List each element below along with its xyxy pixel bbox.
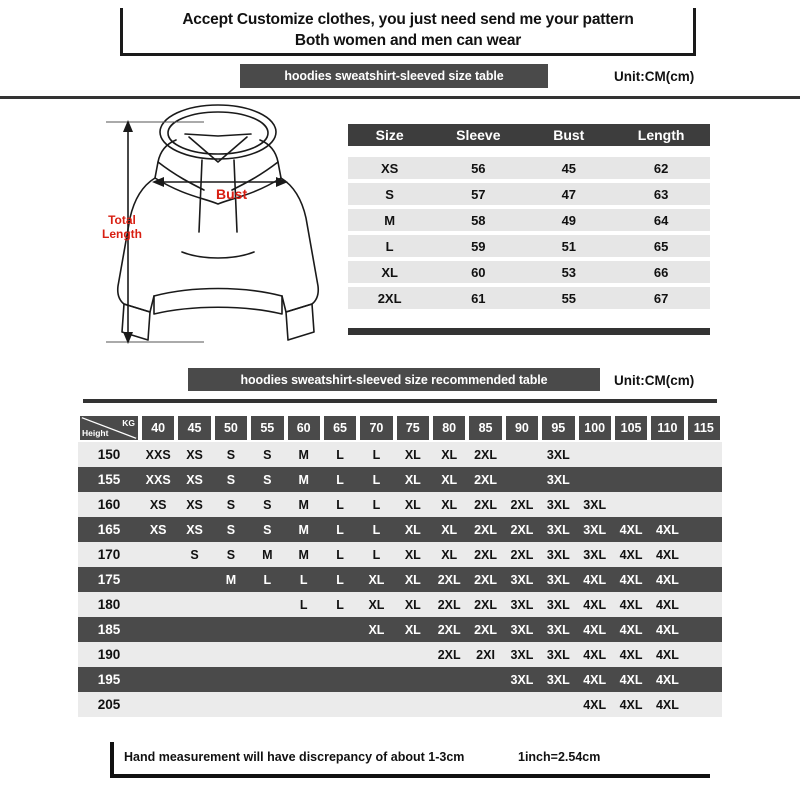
matrix-size-cell [504,692,540,717]
footer-note-box [110,742,710,778]
matrix-size-cell: 3XL [577,492,613,517]
size-table-value-cell: 67 [612,285,710,309]
matrix-size-cell: XS [176,467,212,492]
matrix-size-cell [577,467,613,492]
size-table-header-row [348,124,710,152]
matrix-size-cell [322,642,358,667]
matrix-size-cell [249,692,285,717]
matrix-size-cell: XXS [140,467,176,492]
matrix-size-cell: XL [358,617,394,642]
matrix-size-cell [577,442,613,467]
matrix-weight-header: 100 [577,414,613,442]
matrix-size-cell: L [286,592,322,617]
matrix-size-cell: 3XL [540,667,576,692]
matrix-size-cell [286,692,322,717]
matrix-size-cell: 2XL [467,492,503,517]
matrix-size-cell [140,667,176,692]
matrix-height-label: 170 [78,542,140,567]
matrix-size-cell: XL [395,517,431,542]
matrix-size-cell: 3XL [540,642,576,667]
matrix-row [78,617,722,642]
matrix-size-cell [467,692,503,717]
matrix-row [78,517,722,542]
matrix-size-cell: XL [358,567,394,592]
matrix-size-cell [613,442,649,467]
matrix-size-cell: XL [395,592,431,617]
matrix-size-cell: L [322,542,358,567]
matrix-size-cell: 3XL [504,617,540,642]
size-table-value-cell: 51 [525,233,612,259]
size-table-unit: Unit:CM(cm) [614,69,695,84]
matrix-size-cell: 4XL [613,517,649,542]
matrix-size-cell: M [286,492,322,517]
matrix-size-cell: 4XL [577,592,613,617]
matrix-size-cell: 4XL [613,542,649,567]
matrix-row [78,692,722,717]
matrix-size-cell [213,692,249,717]
matrix-size-cell: 3XL [540,492,576,517]
matrix-row [78,642,722,667]
size-table-size-cell: M [348,207,431,233]
matrix-weight-header: 70 [358,414,394,442]
size-table-value-cell: 60 [431,259,525,285]
recommended-table-unit: Unit:CM(cm) [614,373,695,388]
matrix-row [78,492,722,517]
matrix-size-cell: 4XL [613,617,649,642]
matrix-size-cell: L [358,442,394,467]
matrix-size-cell: XL [395,442,431,467]
matrix-row [78,542,722,567]
footer-measurement-note: Hand measurement will have discrepancy of about 1-3cm [124,750,465,764]
matrix-size-cell: 4XL [649,667,685,692]
matrix-weight-header: 105 [613,414,649,442]
matrix-size-cell: 2XL [467,617,503,642]
matrix-size-cell: M [249,542,285,567]
matrix-size-cell: 2XL [467,592,503,617]
matrix-size-cell: L [358,492,394,517]
table-row [348,152,710,182]
matrix-height-label: 150 [78,442,140,467]
matrix-size-cell [431,692,467,717]
matrix-size-cell [686,492,722,517]
matrix-size-cell: 4XL [613,567,649,592]
matrix-size-cell: S [213,492,249,517]
matrix-size-cell: 4XL [613,692,649,717]
matrix-weight-header: 45 [176,414,212,442]
matrix-size-cell: XS [176,442,212,467]
matrix-size-cell: 4XL [649,542,685,567]
matrix-size-cell: L [358,467,394,492]
matrix-size-cell: 4XL [649,642,685,667]
matrix-size-cell: L [358,517,394,542]
matrix-size-cell [395,692,431,717]
matrix-corner-height-label: Height [82,427,109,438]
matrix-weight-header: 50 [213,414,249,442]
matrix-row [78,442,722,467]
matrix-size-cell: M [286,517,322,542]
matrix-size-cell: 3XL [504,667,540,692]
matrix-height-label: 185 [78,617,140,642]
matrix-height-label: 160 [78,492,140,517]
matrix-height-label: 165 [78,517,140,542]
matrix-size-cell [613,467,649,492]
matrix-size-cell [504,442,540,467]
hoodie-diagram [92,100,342,365]
matrix-size-cell: XS [140,492,176,517]
matrix-size-cell: 2XL [467,442,503,467]
matrix-size-cell [176,667,212,692]
size-table-value-cell: 61 [431,285,525,309]
matrix-size-cell: 2XL [467,542,503,567]
matrix-size-cell: 4XL [613,592,649,617]
matrix-size-cell [686,517,722,542]
matrix-size-cell: S [213,467,249,492]
matrix-size-cell: 2XL [431,567,467,592]
matrix-size-cell: 3XL [540,517,576,542]
size-table-col-sleeve: Sleeve [431,124,525,152]
matrix-weight-header: 90 [504,414,540,442]
matrix-size-cell: L [322,442,358,467]
matrix-size-cell [286,667,322,692]
matrix-size-cell: 2XL [467,567,503,592]
matrix-size-cell [686,467,722,492]
matrix-size-cell [322,692,358,717]
matrix-row [78,592,722,617]
matrix-size-cell [176,592,212,617]
matrix-size-cell [613,492,649,517]
matrix-size-cell: XL [395,492,431,517]
matrix-size-cell: XXS [140,442,176,467]
matrix-size-cell [686,542,722,567]
size-table-size-cell: S [348,181,431,207]
matrix-size-cell: M [286,442,322,467]
size-table-size-cell: XS [348,152,431,182]
matrix-size-cell [249,642,285,667]
matrix-size-cell: S [213,442,249,467]
matrix-size-cell: S [213,517,249,542]
matrix-height-label: 190 [78,642,140,667]
matrix-size-cell [395,642,431,667]
matrix-size-cell: 3XL [540,567,576,592]
matrix-size-cell [176,617,212,642]
matrix-size-cell [249,667,285,692]
matrix-weight-header: 80 [431,414,467,442]
matrix-size-cell: 3XL [577,517,613,542]
size-table-value-cell: 49 [525,207,612,233]
matrix-weight-header: 95 [540,414,576,442]
matrix-size-cell [286,617,322,642]
matrix-size-cell: L [322,467,358,492]
matrix-row [78,467,722,492]
matrix-size-cell [140,692,176,717]
size-table-value-cell: 58 [431,207,525,233]
matrix-size-cell: 4XL [649,517,685,542]
matrix-size-cell [176,692,212,717]
size-table-value-cell: 62 [612,152,710,182]
recommended-size-matrix [78,414,722,717]
matrix-size-cell [286,642,322,667]
matrix-size-cell [213,617,249,642]
matrix-size-cell: XL [431,492,467,517]
matrix-size-cell: 3XL [504,592,540,617]
matrix-height-label: 205 [78,692,140,717]
matrix-size-cell: 4XL [649,692,685,717]
size-table [348,124,710,309]
matrix-size-cell: 2XL [504,542,540,567]
matrix-size-cell: 3XL [540,542,576,567]
size-table-bottom-bar [348,328,710,335]
matrix-size-cell: S [249,492,285,517]
matrix-size-cell [358,692,394,717]
matrix-size-cell: 2XL [504,517,540,542]
matrix-size-cell: S [213,542,249,567]
section-divider [83,399,717,403]
matrix-size-cell: 4XL [577,617,613,642]
matrix-size-cell: 2XL [467,517,503,542]
matrix-row [78,567,722,592]
matrix-size-cell: 3XL [540,467,576,492]
size-table-value-cell: 45 [525,152,612,182]
matrix-size-cell: XL [395,567,431,592]
matrix-size-cell [686,567,722,592]
matrix-weight-header: 115 [686,414,722,442]
matrix-size-cell: S [249,467,285,492]
matrix-size-cell [467,667,503,692]
matrix-size-cell: 2XL [504,492,540,517]
matrix-size-cell [686,667,722,692]
size-table-size-cell: L [348,233,431,259]
matrix-weight-header: 110 [649,414,685,442]
matrix-size-cell [686,617,722,642]
size-table-col-bust: Bust [525,124,612,152]
matrix-size-cell: XL [358,592,394,617]
size-table-size-cell: 2XL [348,285,431,309]
matrix-size-cell: 3XL [540,592,576,617]
recommended-table-title: hoodies sweatshirt-sleeved size recommended table [188,368,600,391]
matrix-size-cell: L [249,567,285,592]
matrix-size-cell: 3XL [577,542,613,567]
matrix-size-cell: 3XL [540,442,576,467]
matrix-size-cell: 4XL [577,692,613,717]
banner-line-2: Both women and men can wear [294,32,522,49]
matrix-size-cell: 2XL [431,642,467,667]
matrix-weight-header: 60 [286,414,322,442]
matrix-size-cell [213,592,249,617]
size-table-col-size: Size [348,124,431,152]
matrix-height-label: 155 [78,467,140,492]
matrix-size-cell: 3XL [504,567,540,592]
size-table-value-cell: 65 [612,233,710,259]
matrix-size-cell: XS [140,517,176,542]
matrix-size-cell: 4XL [613,667,649,692]
matrix-size-cell: 4XL [649,567,685,592]
matrix-corner-cell [78,414,140,442]
matrix-size-cell: XL [431,467,467,492]
matrix-size-cell [322,617,358,642]
table-row [348,259,710,285]
matrix-size-cell: S [249,442,285,467]
total-length-label-line2: Length [102,227,142,241]
matrix-corner-kg-label: KG [122,418,135,428]
matrix-weight-header: 55 [249,414,285,442]
matrix-size-cell: 3XL [540,617,576,642]
size-table-value-cell: 53 [525,259,612,285]
matrix-size-cell: L [322,492,358,517]
matrix-size-cell [249,617,285,642]
matrix-row [78,667,722,692]
matrix-size-cell [395,667,431,692]
matrix-size-cell: 4XL [649,617,685,642]
matrix-size-cell: XL [395,467,431,492]
matrix-size-cell: L [322,592,358,617]
matrix-size-cell: 4XL [649,592,685,617]
table-row [348,285,710,309]
matrix-size-cell [140,567,176,592]
matrix-size-cell: L [322,517,358,542]
size-table-value-cell: 55 [525,285,612,309]
size-table-value-cell: 59 [431,233,525,259]
matrix-size-cell [649,492,685,517]
matrix-size-cell [176,642,212,667]
matrix-size-cell [686,442,722,467]
matrix-size-cell: 2XI [467,642,503,667]
matrix-size-cell [504,467,540,492]
header-banner [120,8,696,56]
matrix-size-cell [686,642,722,667]
matrix-size-cell: XL [431,442,467,467]
matrix-header-row [78,414,722,442]
matrix-size-cell [140,542,176,567]
matrix-size-cell [140,642,176,667]
size-table-value-cell: 57 [431,181,525,207]
total-length-label [94,213,150,241]
matrix-size-cell [249,592,285,617]
matrix-size-cell: 2XL [467,467,503,492]
matrix-size-cell: S [249,517,285,542]
matrix-size-cell: M [286,542,322,567]
matrix-size-cell [140,592,176,617]
matrix-size-cell [540,692,576,717]
size-table-col-length: Length [612,124,710,152]
matrix-weight-header: 40 [140,414,176,442]
matrix-weight-header: 65 [322,414,358,442]
matrix-size-cell [431,667,467,692]
matrix-size-cell [649,442,685,467]
matrix-size-cell: XS [176,517,212,542]
total-length-label-line1: Total [108,213,136,227]
matrix-body [78,442,722,717]
matrix-size-cell: 4XL [577,567,613,592]
size-table-title: hoodies sweatshirt-sleeved size table [240,64,548,88]
matrix-size-cell: 3XL [504,642,540,667]
matrix-size-cell: S [176,542,212,567]
matrix-size-cell: XS [176,492,212,517]
size-table-body [348,152,710,310]
size-table-value-cell: 56 [431,152,525,182]
matrix-size-cell: L [322,567,358,592]
matrix-size-cell: XL [395,617,431,642]
banner-line-1: Accept Customize clothes, you just need send me your pattern [182,11,634,28]
matrix-size-cell: XL [431,517,467,542]
matrix-size-cell: 4XL [577,667,613,692]
matrix-size-cell: L [358,542,394,567]
matrix-size-cell: M [286,467,322,492]
size-table-value-cell: 64 [612,207,710,233]
size-table-value-cell: 66 [612,259,710,285]
matrix-weight-header: 75 [395,414,431,442]
size-table-value-cell: 47 [525,181,612,207]
matrix-size-cell: 4XL [613,642,649,667]
matrix-size-cell [213,667,249,692]
size-table-size-cell: XL [348,259,431,285]
matrix-size-cell: 2XL [431,592,467,617]
matrix-size-cell: 2XL [431,617,467,642]
matrix-size-cell [649,467,685,492]
matrix-size-cell: L [286,567,322,592]
matrix-size-cell [176,567,212,592]
matrix-size-cell [686,592,722,617]
matrix-size-cell [213,642,249,667]
size-table-value-cell: 63 [612,181,710,207]
matrix-size-cell [358,642,394,667]
matrix-size-cell [140,617,176,642]
matrix-weight-header: 85 [467,414,503,442]
table-row [348,233,710,259]
matrix-height-label: 175 [78,567,140,592]
matrix-size-cell: XL [431,542,467,567]
matrix-size-cell [686,692,722,717]
matrix-height-label: 195 [78,667,140,692]
table-row [348,181,710,207]
table-row [348,207,710,233]
footer-inch-conversion: 1inch=2.54cm [518,750,601,764]
matrix-size-cell: 4XL [577,642,613,667]
matrix-size-cell: XL [395,542,431,567]
matrix-height-label: 180 [78,592,140,617]
bust-label: Bust [216,186,248,202]
matrix-size-cell [358,667,394,692]
matrix-size-cell: M [213,567,249,592]
header-divider [0,96,800,99]
matrix-size-cell [322,667,358,692]
